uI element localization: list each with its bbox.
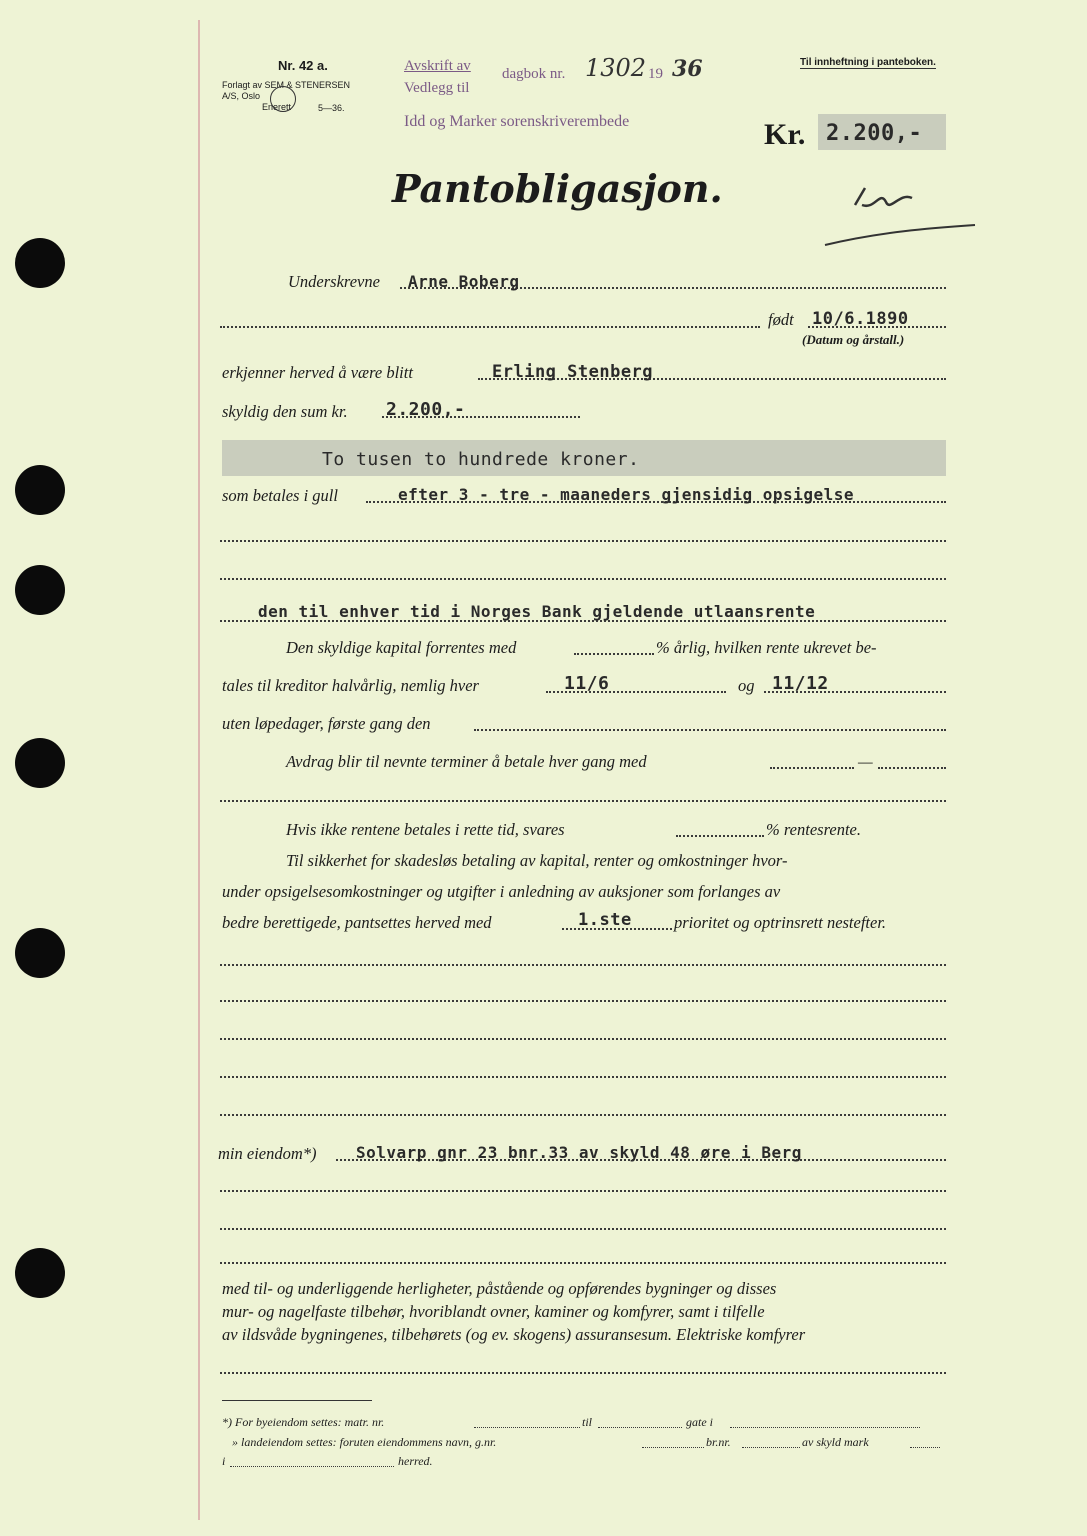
eiendom-label: min eiendom*) [218, 1144, 317, 1163]
avdrag-dash: — [858, 752, 873, 771]
footnote-line1-dots3 [730, 1426, 920, 1428]
publisher-line: Forlagt av SEM & STENERSEN A/S, Oslo Enerett [222, 80, 351, 112]
footnote-line1b: til [582, 1415, 593, 1429]
dagbok-label: dagbok nr. [502, 66, 566, 82]
herligheter-line2: mur- og nagelfaste tilbehør, hvoriblandt ovner, kaminer og komfyrer, samt i tilfelle [222, 1302, 765, 1321]
rate-value: den til enhver tid i Norges Bank gjeldende utlaansrente [258, 602, 816, 621]
betales-value: efter 3 - tre - maaneders gjensidig opsigelse [398, 485, 854, 504]
blank-line [220, 1000, 946, 1002]
footnote-line1-dots2 [598, 1426, 682, 1428]
footnote-line3b: herred. [398, 1454, 433, 1468]
blank-line [220, 1228, 946, 1230]
priority-value: 1.ste [578, 910, 632, 930]
blank-line [220, 800, 946, 802]
lopedager-line [474, 729, 946, 731]
sikkerhet-line1: Til sikkerhet for skadesløs betaling av kapital, renter og omkostninger hvor- [286, 851, 788, 870]
footnote-line2-dots1 [642, 1446, 704, 1448]
amount-label: Kr. [764, 118, 806, 151]
footnote-line1a: *) For byeiendom settes: matr. nr. [222, 1415, 385, 1429]
sikkerhet-line3a: bedre berettigede, pantsettes herved med [222, 913, 492, 932]
punch-hole [15, 738, 65, 788]
lopedager-text: uten løpedager, første gang den [222, 714, 431, 733]
fodt-leading-line [220, 326, 760, 328]
blank-line [220, 1114, 946, 1116]
office-stamp: Idd og Marker sorenskriverembede [404, 113, 630, 130]
herligheter-line3: av ildsvåde bygningenes, tilbehørets (og ev. skogens) assuransesum. Elektriske komfyrer [222, 1325, 806, 1344]
blank-line [220, 1076, 946, 1078]
amount-value: 2.200,- [826, 121, 923, 146]
sikkerhet-line3b: prioritet og optrinsrett nestefter. [674, 913, 887, 932]
footnote-line2c: av skyld mark [802, 1435, 869, 1449]
avdrag-line2 [878, 767, 946, 769]
herligheter-line1: med til- og underliggende herligheter, påstående og opførendes bygninger og disses [222, 1279, 777, 1298]
fodt-label: født [768, 310, 794, 329]
page-title: Pantobligasjon. [392, 166, 723, 211]
avdrag-line [770, 767, 854, 769]
skyldig-label: skyldig den sum kr. [222, 402, 348, 421]
amount-words: To tusen to hundrede kroner. [322, 449, 640, 470]
datum-note: (Datum og årstall.) [802, 332, 905, 347]
blank-line [220, 578, 946, 580]
punch-hole [15, 465, 65, 515]
footnote-line1c: gate i [686, 1415, 713, 1429]
signature-initials [820, 180, 980, 250]
skyldig-value: 2.200,- [386, 399, 466, 420]
publisher-seal [270, 86, 296, 112]
hvis-text2: % rentesrente. [766, 820, 861, 839]
footnote-rule [222, 1400, 372, 1401]
margin-rule [198, 20, 200, 1520]
betales-label: som betales i gull [222, 486, 338, 505]
punch-hole [15, 565, 65, 615]
fodt-value: 10/6.1890 [812, 309, 909, 329]
erkjenner-label: erkjenner herved å være blitt [222, 363, 413, 382]
blank-line [220, 1038, 946, 1040]
forrentes-line [574, 653, 654, 655]
punch-hole [15, 238, 65, 288]
blank-line [220, 1372, 946, 1374]
punch-hole [15, 928, 65, 978]
dagbok-number: 1302 [585, 54, 647, 82]
blank-line [220, 1262, 946, 1264]
stamp-avskrift: Avskrift av [404, 58, 471, 74]
footnote-line1-dots1 [474, 1426, 580, 1428]
hvis-line [676, 835, 764, 837]
publisher-date: 5—36. [318, 103, 345, 113]
date2-value: 11/12 [772, 673, 829, 694]
forrentes-text2: % årlig, hvilken rente ukrevet be- [656, 638, 877, 657]
avdrag-text: Avdrag blir til nevnte terminer å betale hver gang med [286, 752, 647, 771]
underskrevne-label: Underskrevne [288, 272, 380, 291]
form-number: Nr. 42 a. [278, 58, 328, 73]
blank-line [220, 540, 946, 542]
underskrevne-value: Arne Boberg [408, 272, 520, 291]
top-right-note: Til innheftning i panteboken. [800, 57, 936, 68]
forrentes-text: Den skyldige kapital forrentes med [286, 638, 517, 657]
footnote-line3a: i [222, 1454, 226, 1468]
footnote-line2a: » landeiendom settes: foruten eiendommens navn, g.nr. [232, 1435, 497, 1449]
blank-line [220, 964, 946, 966]
eiendom-value: Solvarp gnr 23 bnr.33 av skyld 48 øre i Berg [356, 1143, 802, 1162]
footnote-line2-dots2 [742, 1446, 800, 1448]
year: 36 [672, 56, 703, 82]
blank-line [220, 1190, 946, 1192]
kreditor-text: tales til kreditor halvårlig, nemlig hver [222, 676, 479, 695]
date1-value: 11/6 [564, 673, 610, 694]
footnote-line3-dots [230, 1465, 394, 1467]
punch-hole [15, 1248, 65, 1298]
sikkerhet-line2: under opsigelsesomkostninger og utgifter i anledning av auksjoner som forlanges av [222, 882, 781, 901]
creditor-value: Erling Stenberg [492, 362, 654, 382]
footnote-line2b: br.nr. [706, 1435, 731, 1449]
hvis-text: Hvis ikke rentene betales i rette tid, svares [286, 820, 565, 839]
stamp-vedlegg: Vedlegg til [404, 80, 470, 96]
footnote-line2-dots3 [910, 1446, 940, 1448]
year-prefix: 19 [648, 66, 663, 82]
og-label: og [738, 676, 755, 695]
